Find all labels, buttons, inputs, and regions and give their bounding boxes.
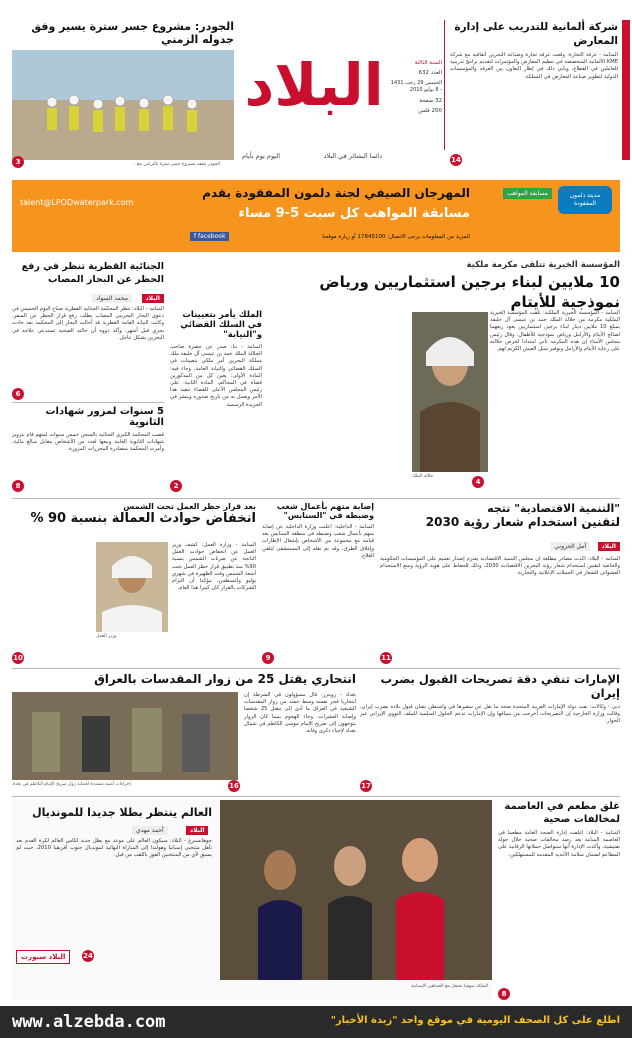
royal-decree-story	[170, 310, 262, 492]
issue-date: الخميس 29 رجب 1431 - 8 يوليو 2010	[390, 80, 442, 93]
riot-headline-1: إصابة متهم بأعمال شغب	[276, 502, 374, 511]
left-story-1-byline: محمد السواد	[92, 294, 132, 303]
strategy-body: المنامة - البلاد: أكدت مصادر مطلعة أن مجلس التنمية الاقتصادية يعتزم إصدار تعميم على المؤسسات الحكومية والخاصة لتقنين استخدام شعار رؤية البحرين الاقتصادية 2030، وذلك للحفاظ على هوية الرؤية ومنع الاستخدام العشوائي للشعار في الحملات الإعلانية والتجارية.	[380, 556, 620, 577]
worldcup-story	[12, 800, 492, 1000]
worldcup-page-badge: 24	[83, 952, 93, 960]
facebook-label: facebook	[198, 233, 226, 240]
labor-story	[12, 502, 256, 664]
decree-headline-2: في السلك القضائي و"النيابة"	[180, 320, 262, 340]
uae-headline: الإمارات تنفي دقة تصريحات القبول بضرب إيران	[380, 672, 620, 700]
masthead-slogan: دائما البشائر في البلاد	[323, 152, 382, 160]
strategy-page-badge: 11	[381, 654, 391, 662]
iraq-body: بغداد - رويترز: قال مسؤولون في الشرطة إن انتحاريا فجر نفسه وسط حشد من زوار المقدسات الشيعية في العراق ما أدى إلى مقتل 25 شخصا وإصابة العشرات، وجاء الهجوم بينما كان الزوار يتوجهون إلى ضريح الإمام موسى الكاظم في شمال بغداد لإحياء ذكرى وفاته.	[244, 692, 356, 735]
worldcup-byline: أحمد مهدي	[132, 826, 168, 835]
facebook-icon: f	[194, 233, 199, 240]
strategy-headline-2: لتقنين استخدام شعار رؤية 2030	[425, 515, 620, 529]
decree-page-badge: 2	[170, 480, 182, 492]
decree-headline-1: الملك يأمر بتعيينات	[182, 310, 262, 320]
issue-number: العدد 632	[418, 70, 442, 76]
riot-headline-2: وضبطه في "السنابس"	[283, 511, 374, 520]
iraq-story	[12, 672, 356, 792]
banner-brand: مدينة دلمون المفقودة	[558, 186, 612, 214]
riot-story	[262, 502, 374, 664]
top-left-story	[12, 20, 234, 170]
left-story-1-tag: البلاد	[142, 294, 164, 303]
strategy-headline-1: "التنمية الاقتصادية" تتجه	[487, 502, 620, 515]
workers-photo-illustration	[12, 50, 234, 160]
left-story-1-headline: الجنائية القطرية تنظر في رفع الحظر عن البحار المصاب	[21, 261, 164, 285]
top-right-body: المنامة - غرفة التجارة: وقعت غرفة تجارة وصناعة البحرين اتفاقية مع شركة KME الألمانية المتخصصة في تنظيم المعارض والمؤتمرات لتقديم برامج تدريبية للعاملين في القطاع، ويأتي ذلك في إطار التعاون بين الغرفة والمؤسسات الدولية لتطوير صناعة المعارض في المملكة.	[450, 52, 618, 80]
left-story-1-page-badge: 6	[12, 388, 24, 400]
banner-tag: مسابقة المواهب	[503, 188, 552, 199]
issue-info	[388, 20, 445, 150]
left-story-2-headline: 5 سنوات لمزور شهادات الثانوية	[45, 406, 164, 428]
main-body: المنامة - المؤسسة الخيرية الملكية: تلقت المؤسسة الخيرية الملكية مكرمة من جلالة الملك حمد بن عيسى آل خليفة بمبلغ 10 ملايين دينار لبناء برجين استثماريين يعود ريعهما لصالح الأيتام والأرامل ورياض نموذجية للأطفال. وقال رئيس مجلس الأمناء إن هذه المكرمة تأتي امتدادا لحرص جلالته على رعاية الأيتام والأرامل وتوفير سبل العيش الكريم لهم.	[490, 310, 620, 353]
iraq-caption: إجراءات أمنية مشددة لحماية زوار ضريح الإمام الكاظم في بغداد	[12, 782, 131, 787]
labor-headline-2: انخفاض حوادث العمالة بنسبة 90 %	[30, 511, 256, 526]
facebook-badge[interactable]	[190, 232, 229, 241]
main-story	[262, 260, 620, 492]
sports-logo: البلاد سبورت	[16, 950, 70, 964]
top-left-page-badge: 3	[12, 156, 24, 168]
year: السنة الثالثة	[414, 60, 442, 66]
restaurant-story	[498, 800, 620, 1000]
uae-story	[360, 672, 620, 792]
banner-subtitle: مسابقة المواهب كل سبت 5-9 مساء	[238, 206, 470, 221]
strategy-byline: أمل الحروني	[550, 542, 590, 551]
banner-email[interactable]: talent@LPODwaterpark.com	[20, 198, 134, 207]
iraq-page-badge: 16	[229, 782, 239, 790]
newspaper-logo: البلاد	[244, 51, 384, 119]
top-right-headline: شركة ألمانية للتدريب على إدارة المعارض	[454, 21, 618, 47]
main-kicker: المؤسسة الخيرية تتلقى مكرمة ملكية	[466, 260, 620, 270]
bridge-inspection-photo	[12, 50, 234, 160]
worldcup-body: جوهانسبرغ - البلاد: سيكون العالم على موعد مع بطل جديد لكأس العالم لكرة القدم بعد تأهل منتخبي إسبانيا وهولندا إلى المباراة النهائية لمونديال جنوب أفريقيا 2010، حيث لم يسبق لأي من المنتخبين الفوز باللقب من قبل.	[16, 838, 212, 859]
riot-page-badge: 9	[262, 652, 274, 664]
restaurant-body: المنامة - البلاد: أغلقت إدارة الصحة العامة مطعما في العاصمة المنامة بعد رصد مخالفات صحية خلال جولة تفتيشية، وأكدت الإدارة أنها ستواصل حملاتها الرقابية على المطاعم لضمان سلامة الأغذية المقدمة للمستهلكين.	[498, 830, 620, 858]
strategy-story	[380, 502, 620, 664]
price: 200 فلس	[418, 108, 442, 114]
top-left-headline: الجودر: مشروع جسر سترة يسير وفق جدوله الزمني	[31, 20, 234, 46]
king-portrait	[412, 312, 488, 472]
iraq-headline: انتحاري يقتل 25 من زوار المقدسات بالعراق	[94, 672, 356, 686]
queen-sofia-photo	[220, 800, 492, 980]
decree-body: المنامة - بنا: صدر عن حضرة صاحب الجلالة الملك حمد بن عيسى آل خليفة ملك مملكة البحرين أمر ملكي بتعيينات في السلك القضائي والنيابة العامة، وجاء فيه: المادة الأولى: يعين كل من المذكورين قضاة في المحاكم، المادة الثانية: على رئيس المجلس الأعلى للقضاء تنفيذ هذا الأمر ويعمل به من تاريخ صدوره وينشر في الجريدة الرسمية.	[170, 344, 262, 408]
left-story-2-body: قضت المحكمة الكبرى الجنائية بالسجن خمس سنوات لمتهم قام بتزوير شهادات الثانوية العامة وبيعها لعدد من الأشخاص مقابل مبالغ مالية، وأمرت المحكمة بمصادرة المحررات المزورة.	[12, 432, 164, 453]
soldiers-illustration	[12, 692, 238, 780]
labor-minister-photo	[96, 542, 168, 632]
stadium-illustration	[220, 800, 492, 980]
uae-body: دبي - وكالات: نفت دولة الإمارات العربية المتحدة صحة ما نقل عن سفيرها في واشنطن بشأن قبول بلاده بضرب إيران، وقالت وزارة الخارجية إن التصريحات أخرجت من سياقها وإن الإمارات تدعم الحلول السلمية للملف النووي الإيراني عبر الحوار.	[360, 704, 620, 725]
main-page-badge: 4	[472, 476, 484, 488]
strategy-tag: البلاد	[598, 542, 620, 551]
left-story-2-page-badge: 8	[12, 480, 24, 492]
footer-url[interactable]: www.alzebda.com	[12, 1012, 166, 1032]
labor-caption: وزير العمل	[96, 634, 117, 639]
left-story-1	[12, 260, 164, 400]
top-right-page-badge: 14	[451, 156, 461, 164]
minister-illustration	[96, 542, 168, 632]
restaurant-headline: غلق مطعم في العاصمة لمخالفات صحية	[504, 801, 620, 825]
labor-page-badge: 10	[13, 654, 23, 662]
main-headline: 10 ملايين لبناء برجين استثماريين ورياض نموذجية للأيتام	[319, 273, 620, 311]
portrait-illustration	[412, 312, 488, 472]
masthead	[238, 20, 390, 188]
king-caption: جلالة الملك	[412, 474, 434, 479]
iraq-security-photo	[12, 692, 238, 780]
uae-page-badge: 17	[361, 782, 371, 790]
brand-stripe	[622, 20, 630, 160]
labor-body-2	[12, 542, 92, 652]
left-story-2	[12, 406, 164, 492]
restaurant-page-badge: 8	[498, 988, 510, 1000]
worldcup-tag: البلاد	[186, 826, 208, 835]
top-right-story	[450, 20, 618, 170]
labor-headline-1: بعد قرار حظر العمل تحت الشمس	[123, 502, 256, 511]
banner-contact: للمزيد من المعلومات يرجى الاتصال: 17845100 أو زيارة موقعنا	[322, 234, 470, 240]
footer-text: اطلع على كل الصحف اليومية في موقع واحد "زبدة الأخبار"	[330, 1015, 620, 1026]
masthead-slogan-2: اليوم يوم بأيام	[242, 152, 281, 160]
worldcup-caption: الملكة صوفيا تحتفل مع الجماهير الإسبانية	[411, 984, 488, 989]
summer-festival-banner[interactable]	[12, 180, 620, 252]
riot-body: المنامة - الداخلية: أعلنت وزارة الداخلية عن إصابة متهم بأعمال شغب وضبطه في منطقة السنابس بعد قيامه مع مجموعة من الأشخاص بإشعال الإطارات وإغلاق الطرق، وقد تم نقله إلى المستشفى لتلقي العلاج.	[262, 524, 374, 559]
worldcup-headline: العالم ينتظر بطلا جديدا للمونديال	[32, 806, 212, 819]
footer-bar[interactable]	[0, 1006, 632, 1038]
banner-title: المهرجان الصيفي لجنة دلمون المفقودة يقدم	[202, 186, 470, 200]
page-count: 32 صفحة	[419, 98, 442, 104]
labor-body: المنامة - وزارة العمل: كشف وزير العمل عن انخفاض حوادث العمل الناتجة عن ضربات الشمس بنسبة 90% منذ تطبيق قرار حظر العمل تحت أشعة الشمس وقت الظهيرة في شهري يوليو وأغسطس، مؤكدا أن التزام الشركات بالقرار كان كبيرا هذا العام.	[172, 542, 256, 592]
left-story-1-body: المنامة - البلاد: تنظر المحكمة الجنائية القطرية صباح اليوم الخميس في دعوى البحار البحريني المصاب بطلب رفع قرار الحظر عن السفر، وكانت النيابة العامة القطرية قد أحالت البحار إلى المحكمة بعد حادث بحري قبل أشهر، وأكد ذووه أن حالته الصحية تستدعي علاجه في البحرين بشكل عاجل.	[12, 306, 164, 341]
top-left-caption: الجودر يتفقد مشروع جسر سترة بالتزامن مع...	[132, 162, 220, 167]
